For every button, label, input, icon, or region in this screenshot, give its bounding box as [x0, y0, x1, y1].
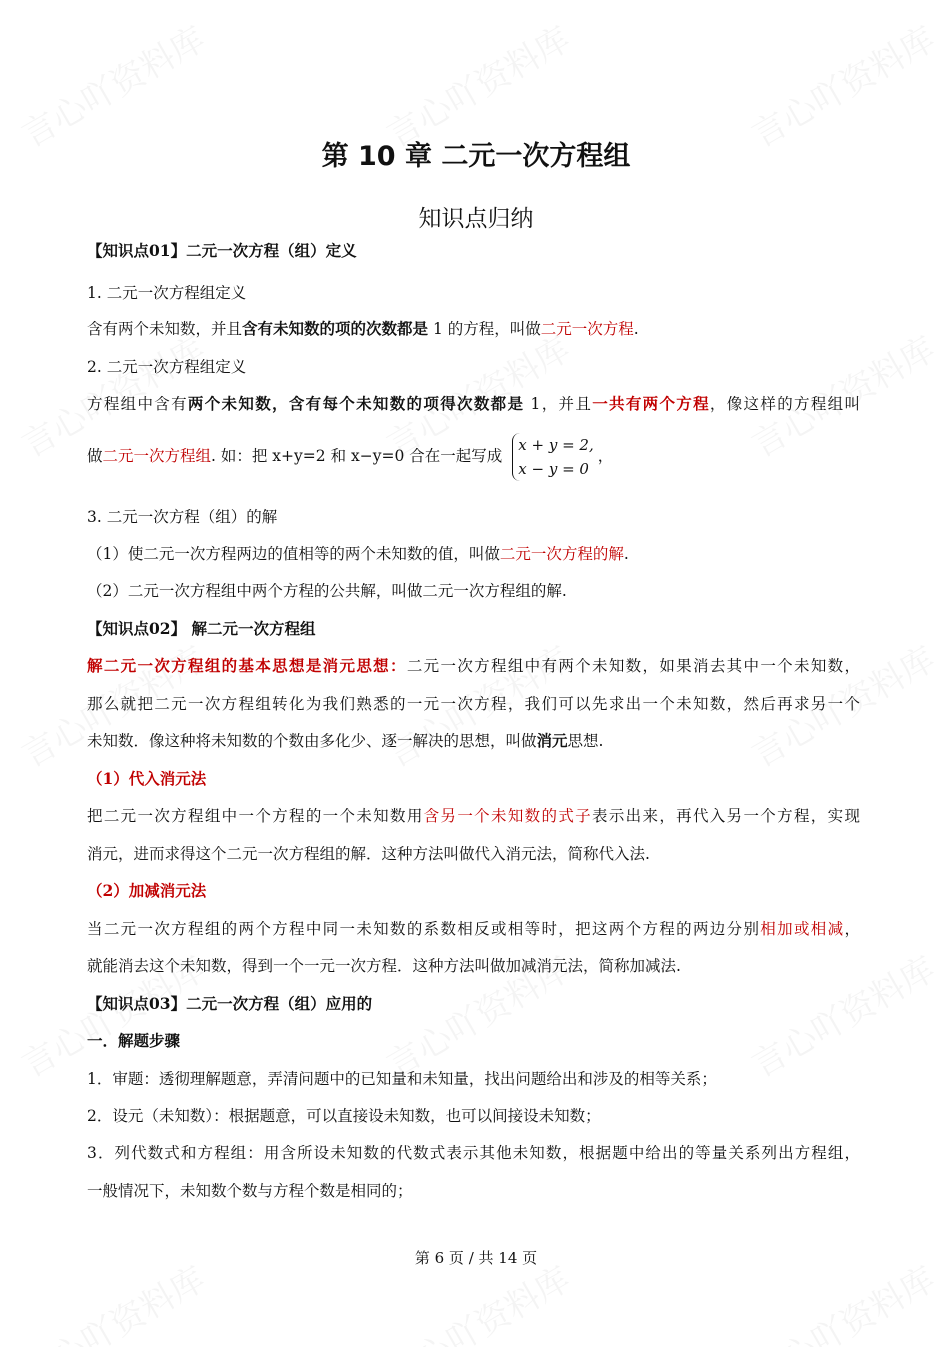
- text-line: [87, 919, 860, 939]
- equation: x + y = 2,: [518, 436, 594, 454]
- equation-system: [512, 433, 593, 481]
- text-line: [87, 1181, 413, 1201]
- page-footer: 第 6 页 / 共 14 页: [414, 1249, 538, 1267]
- emphasis-text: 一共有两个方程: [592, 394, 710, 413]
- text-line: [87, 1031, 180, 1051]
- text-line: [87, 544, 629, 564]
- text-segment: 一．解题步骤: [87, 1031, 181, 1050]
- text-segment: 1．审题：透彻理解题意，弄清问题中的已知量和未知量，找出问题给出和涉及的相等关系；: [87, 1070, 717, 1088]
- text-line: [87, 283, 246, 303]
- text-segment: 含有未知数的项的次数都是: [242, 319, 429, 338]
- text-segment: 2．设元（未知数）：根据题意，可以直接设未知数，也可以间接设未知数；: [87, 1107, 601, 1125]
- emphasis-text: （1）代入消元法: [87, 769, 207, 788]
- text-segment: 思想.: [567, 732, 604, 750]
- emphasis-text: 二元一次方程组: [102, 447, 212, 465]
- text-segment: ，像这样的方程组叫: [709, 395, 860, 413]
- text-line: [87, 319, 639, 339]
- text-segment: 1. 二元一次方程组定义: [87, 284, 247, 302]
- emphasis-text: 二元一次方程的解: [499, 545, 624, 563]
- watermark: [741, 942, 942, 1086]
- text-line: [87, 656, 860, 676]
- section-title: 知识点归纳: [418, 206, 534, 232]
- text-segment: 【知识点02】 解二元一次方程组: [87, 619, 316, 638]
- text-line: [87, 844, 650, 864]
- text-segment: 做: [87, 447, 103, 465]
- text-line: [87, 956, 681, 976]
- text-line: [87, 1106, 601, 1126]
- emphasis-text: （2）加减消元法: [87, 881, 207, 900]
- text-segment: 3. 二元一次方程（组）的解: [87, 508, 278, 526]
- text-line: [87, 394, 860, 414]
- text-line: [87, 881, 206, 901]
- text-segment: （2）二元一次方程组中两个方程的公共解，叫做二元一次方程组的解.: [87, 582, 567, 600]
- text-segment: 那么就把二元一次方程组转化为我们熟悉的一元一次方程，我们可以先求出一个未知数，然后再求另一个: [87, 695, 860, 713]
- emphasis-text: 解二元一次方程组的基本思想是消元思想：: [87, 656, 407, 675]
- text-segment: 含有两个未知数，并且: [87, 320, 243, 338]
- text-line: [87, 1143, 860, 1163]
- text-segment: 3．列代数式和方程组：用含所设未知数的代数式表示其他未知数，根据题中给出的等量关系列出方程组，: [87, 1144, 860, 1162]
- text-segment: 消元，进而求得这个二元一次方程组的解．这种方法叫做代入消元法，简称代入法.: [87, 845, 650, 863]
- emphasis-text: 含另一个未知数的式子: [423, 807, 592, 825]
- text-line: [87, 1069, 717, 1089]
- text-segment: .: [633, 320, 639, 338]
- text-line: [87, 694, 860, 714]
- text-segment: 二元一次方程组中有两个未知数，如果消去其中一个未知数，: [406, 657, 860, 675]
- text-line: [87, 241, 357, 261]
- text-line: [87, 769, 206, 789]
- text-line: [87, 994, 372, 1014]
- text-segment: ，: [597, 447, 614, 465]
- text-segment: 1，并且: [524, 395, 593, 413]
- text-segment: .: [623, 545, 629, 563]
- text-line: [87, 619, 315, 639]
- text-line: [87, 731, 603, 751]
- equation: x − y = 0: [518, 460, 589, 478]
- chapter-title: 第 10 章 二元一次方程组: [321, 141, 631, 172]
- text-line: [87, 507, 277, 527]
- emphasis-text: 相加或相减: [760, 920, 845, 938]
- text-line: [87, 806, 860, 826]
- text-segment: 两个未知数，含有每个未知数的项得次数都是: [187, 394, 525, 413]
- text-line: [87, 357, 246, 377]
- text-segment: 一般情况下，未知数个数与方程个数是相同的；: [87, 1182, 413, 1200]
- text-segment: 【知识点03】二元一次方程（组）应用的: [87, 994, 373, 1013]
- text-segment: 2. 二元一次方程组定义: [87, 358, 247, 376]
- text-line: [87, 581, 567, 601]
- text-segment: 1 的方程，叫做: [428, 320, 541, 338]
- text-segment: 就能消去这个未知数，得到一个一元一次方程．这种方法叫做加减消元法，简称加减法.: [87, 957, 681, 975]
- text-segment: 当二元一次方程组的两个方程中同一未知数的系数相反或相等时，把这两个方程的两边分别: [87, 920, 761, 938]
- text-segment: 消元: [536, 731, 568, 750]
- text-line: [87, 433, 613, 481]
- text-segment: ，: [844, 920, 860, 938]
- text-segment: 未知数．像这种将未知数的个数由多化少、逐一解决的思想，叫做: [87, 732, 537, 750]
- text-segment: （1）使二元一次方程两边的值相等的两个未知数的值，叫做: [87, 545, 500, 563]
- text-segment: 把二元一次方程组中一个方程的一个未知数用: [87, 807, 424, 825]
- emphasis-text: 二元一次方程: [540, 320, 634, 338]
- text-segment: . 如：把 x+y=2 和 x−y=0 合在一起写成: [211, 447, 503, 465]
- text-segment: 【知识点01】二元一次方程（组）定义: [87, 241, 357, 260]
- text-segment: 方程组中含有: [87, 395, 188, 413]
- text-segment: 表示出来，再代入另一个方程，实现: [591, 807, 860, 825]
